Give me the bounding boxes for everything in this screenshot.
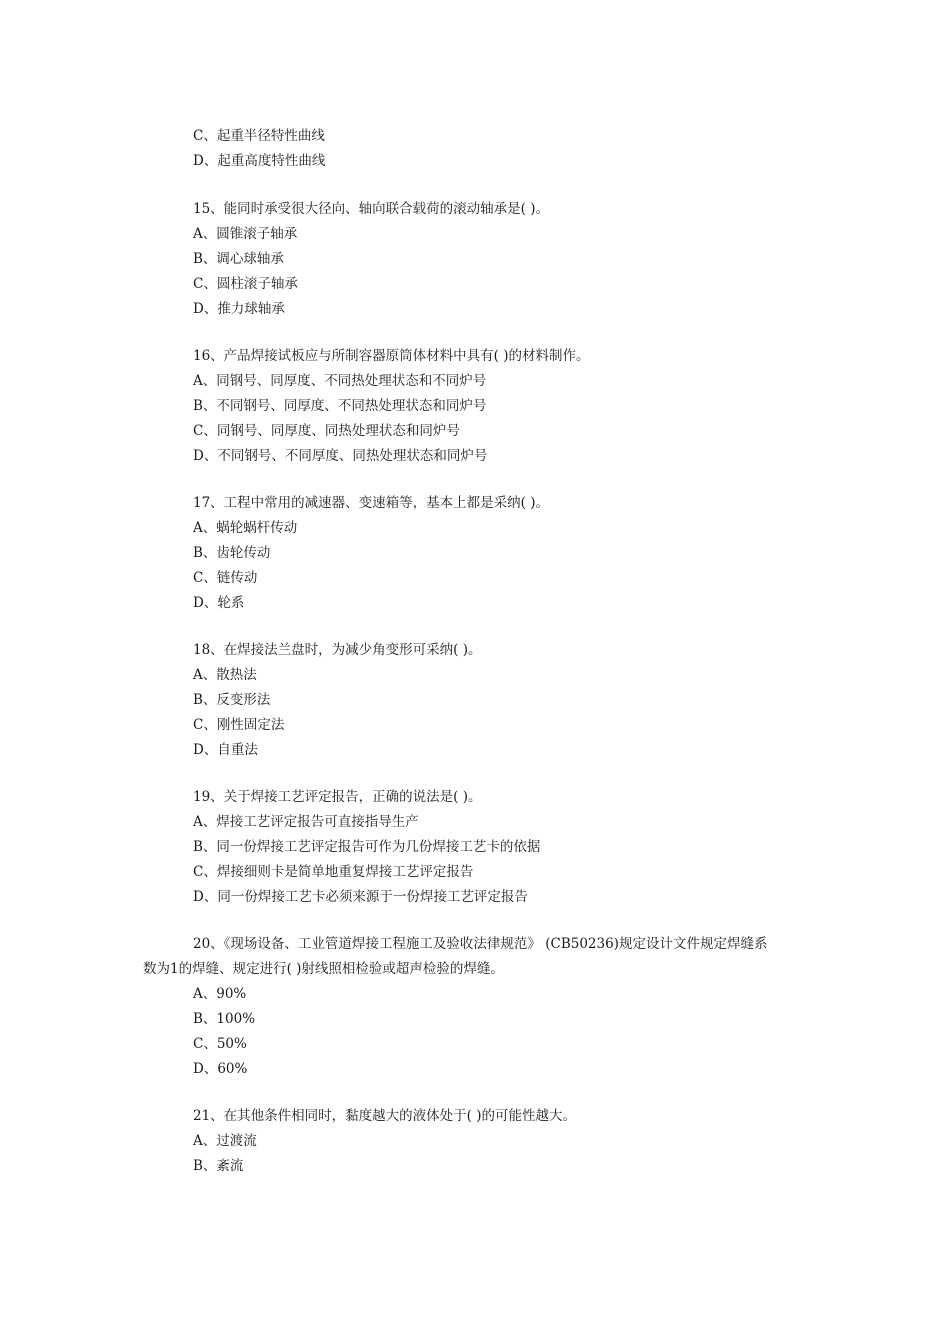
answer-option-q16-b: B、不同钢号、同厚度、不同热处理状态和同炉号 bbox=[193, 398, 487, 414]
answer-option-q15-a: A、圆锥滚子轴承 bbox=[193, 226, 298, 242]
answer-option-q15-b: B、调心球轴承 bbox=[193, 251, 284, 267]
answer-option-q20-c: C、50% bbox=[193, 1036, 247, 1052]
answer-option-q18-b: B、反变形法 bbox=[193, 692, 271, 708]
answer-option-q17-c: C、链传动 bbox=[193, 570, 258, 586]
answer-option-q20-b: B、100% bbox=[193, 1011, 256, 1027]
answer-option-q19-d: D、同一份焊接工艺卡必须来源于一份焊接工艺评定报告 bbox=[193, 889, 528, 905]
question-text-q17: 17、工程中常用的减速器、变速箱等，基本上都是采纳( )。 bbox=[193, 495, 550, 511]
answer-option-q16-c: C、同钢号、同厚度、同热处理状态和同炉号 bbox=[193, 423, 460, 439]
answer-option-q18-a: A、散热法 bbox=[193, 667, 257, 683]
question-text-q16: 16、产品焊接试板应与所制容器原筒体材料中具有( )的材料制作。 bbox=[193, 348, 590, 364]
answer-option-q17-a: A、蜗轮蜗杆传动 bbox=[193, 520, 298, 536]
answer-option-q15-d: D、推力球轴承 bbox=[193, 301, 285, 317]
answer-option-q20-a: A、90% bbox=[193, 986, 247, 1002]
answer-option-q20-d: D、60% bbox=[193, 1061, 248, 1077]
answer-option-q19-c: C、焊接细则卡是简单地重复焊接工艺评定报告 bbox=[193, 864, 474, 880]
question-text-q21: 21、在其他条件相同时，黏度越大的液体处于( )的可能性越大。 bbox=[193, 1108, 577, 1124]
question-text-q20: 20、《现场设备、工业管道焊接工程施工及验收法律规范》 (CB50236)规定设计文件规定焊缝系 bbox=[193, 936, 768, 952]
answer-option-q14-d: D、起重高度特性曲线 bbox=[193, 153, 326, 169]
question-text-q15: 15、能同时承受很大径向、轴向联合载荷的滚动轴承是( )。 bbox=[193, 201, 550, 217]
answer-option-q17-d: D、轮系 bbox=[193, 595, 245, 611]
question-text-continuation-q20-cont: 数为1的焊缝、规定进行( )射线照相检验或超声检验的焊缝。 bbox=[143, 961, 504, 977]
question-text-q18: 18、在焊接法兰盘时，为减少角变形可采纳( )。 bbox=[193, 642, 482, 658]
answer-option-q15-c: C、圆柱滚子轴承 bbox=[193, 276, 298, 292]
question-text-q19: 19、关于焊接工艺评定报告，正确的说法是( )。 bbox=[193, 789, 482, 805]
answer-option-q21-b: B、紊流 bbox=[193, 1158, 244, 1174]
answer-option-q17-b: B、齿轮传动 bbox=[193, 545, 271, 561]
answer-option-q19-a: A、焊接工艺评定报告可直接指导生产 bbox=[193, 814, 419, 830]
answer-option-q21-a: A、过渡流 bbox=[193, 1133, 257, 1149]
answer-option-q14-c: C、起重半径特性曲线 bbox=[193, 128, 325, 144]
answer-option-q18-d: D、自重法 bbox=[193, 742, 258, 758]
answer-option-q16-d: D、不同钢号、不同厚度、同热处理状态和同炉号 bbox=[193, 448, 488, 464]
answer-option-q18-c: C、刚性固定法 bbox=[193, 717, 285, 733]
answer-option-q16-a: A、同钢号、同厚度、不同热处理状态和不同炉号 bbox=[193, 373, 487, 389]
answer-option-q19-b: B、同一份焊接工艺评定报告可作为几份焊接工艺卡的依据 bbox=[193, 839, 541, 855]
